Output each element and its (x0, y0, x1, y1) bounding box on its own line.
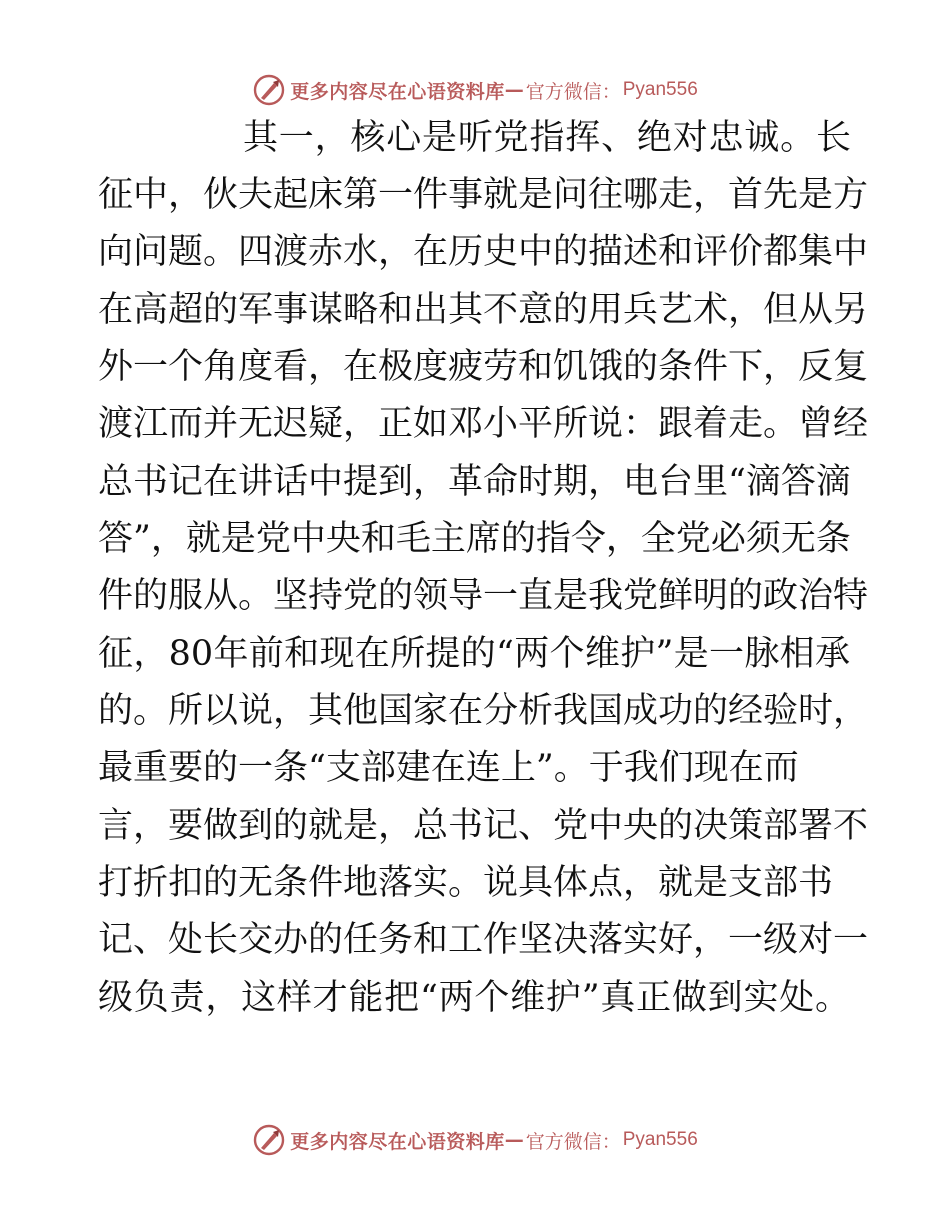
paragraph-line: 向问题。四渡赤水，在历史中的描述和评价都集中 (98, 232, 869, 272)
paragraph-line: 在高超的军事谋略和出其不意的用兵艺术，但从另 (98, 290, 869, 330)
paragraph-line: 记、处长交办的任务和工作坚决落实好，一级对一 (98, 920, 869, 960)
footer-title: 更多内容尽在心语资料库 (290, 1130, 505, 1153)
footer-contact-id: Pyan556 (622, 1129, 698, 1150)
paragraph-line: 言，要做到的就是，总书记、党中央的决策部署不 (98, 806, 869, 846)
footer-contact-label: 官方微信： (525, 1130, 621, 1153)
paragraph-line: 级负责，这样才能把“两个维护”真正做到实处。 (98, 978, 850, 1018)
quill-logo-icon (252, 1123, 286, 1157)
paragraph-line: 外一个角度看，在极度疲劳和饥饿的条件下，反复 (98, 347, 869, 387)
paragraph-line: 打折扣的无条件地落实。说具体点，就是支部书 (98, 863, 834, 903)
quill-logo-icon (252, 73, 286, 107)
paragraph-line: 渡江而并无迟疑，正如邓小平所说：跟着走。曾经 (98, 404, 869, 444)
paragraph-line: 总书记在讲话中提到，革命时期，电台里“滴答滴 (98, 462, 851, 502)
paragraph-line: 最重要的一条“支部建在连上”。于我们现在而 (98, 748, 799, 788)
paragraph-line: 的。所以说，其他国家在分析我国成功的经验时， (98, 691, 869, 731)
footer-separator: — (504, 1129, 524, 1151)
header-contact-id: Pyan556 (622, 79, 698, 100)
paragraph-line: 征中，伙夫起床第一件事就是问往哪走，首先是方 (98, 175, 869, 215)
header-separator: — (504, 79, 524, 101)
header-watermark (0, 70, 950, 110)
paragraph-line: 征，80年前和现在所提的“两个维护”是一脉相承 (98, 634, 850, 674)
paragraph-line: 件的服从。坚持党的领导一直是我党鲜明的政治特 (98, 576, 869, 616)
paragraph-line: 其一，核心是听党指挥、绝对忠诚。长 (243, 118, 851, 158)
footer-watermark (0, 1120, 950, 1160)
header-title: 更多内容尽在心语资料库 (290, 80, 505, 103)
header-contact-label: 官方微信： (525, 80, 621, 103)
paragraph-line: 答”，就是党中央和毛主席的指令，全党必须无条 (98, 519, 851, 559)
